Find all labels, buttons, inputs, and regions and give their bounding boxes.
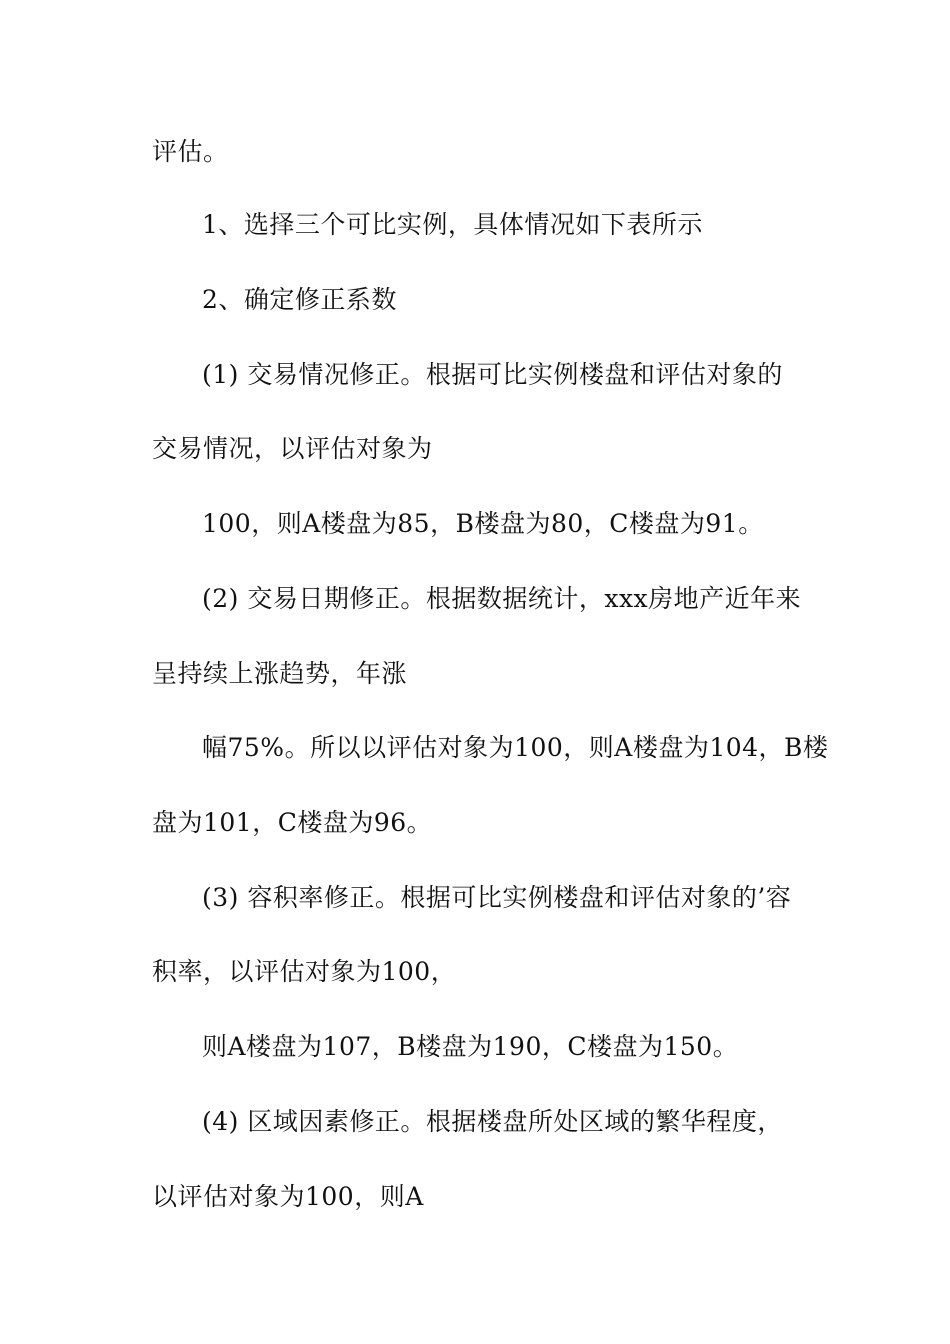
text-line-item-3-cont: 积率，以评估对象为100， — [152, 957, 457, 986]
text-line-item-1: (1) 交易情况修正。根据可比实例楼盘和评估对象的 — [202, 360, 783, 389]
text-line-item-1-cont: 交易情况，以评估对象为 — [152, 434, 433, 463]
text-line-item-1-values: 100，则A楼盘为85，B楼盘为80，C楼盘为91。 — [202, 509, 764, 538]
text-line-item-4: (4) 区域因素修正。根据楼盘所处区域的繁华程度， — [202, 1107, 783, 1136]
text-line-continuation: 评估。 — [152, 137, 229, 166]
text-line-item-3: (3) 容积率修正。根据可比实例楼盘和评估对象的’容 — [202, 883, 792, 912]
text-line-item-4-cont: 以评估对象为100，则A — [152, 1182, 424, 1211]
text-line-item-2: (2) 交易日期修正。根据数据统计，xxx房地产近年来 — [202, 584, 802, 613]
text-line-item-2-values: 幅75%。所以以评估对象为100，则A楼盘为104，B楼 — [202, 733, 829, 762]
text-line-item-2-values-cont: 盘为101，C楼盘为96。 — [152, 808, 433, 837]
text-line-item-2-cont: 呈持续上涨趋势，年涨 — [152, 659, 408, 688]
text-line-step-1: 1、选择三个可比实例，具体情况如下表所示 — [202, 210, 703, 239]
text-line-step-2: 2、确定修正系数 — [202, 285, 397, 314]
text-line-item-3-values: 则A楼盘为107，B楼盘为190，C楼盘为150。 — [202, 1032, 739, 1061]
